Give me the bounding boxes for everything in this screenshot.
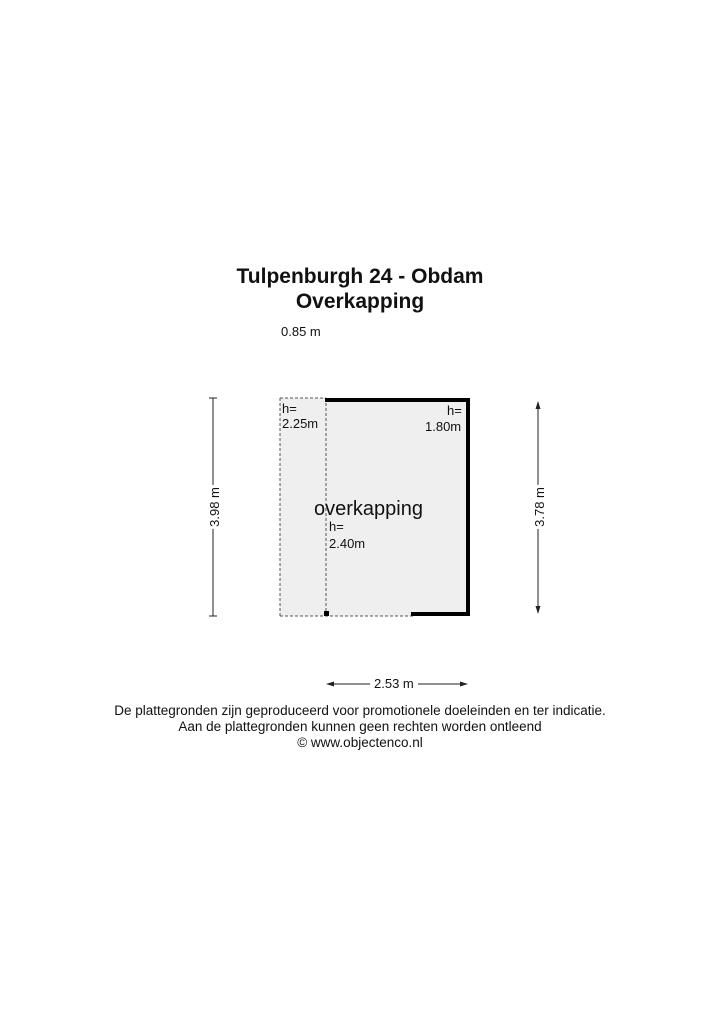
- plan-title: Tulpenburgh 24 - Obdam: [236, 265, 484, 288]
- dimension-right-height: 3.78 m: [531, 487, 547, 527]
- disclaimer-line-2: Aan de plattegronden kunnen geen rechten worden ontleend: [178, 719, 542, 734]
- height-label-left: h=: [282, 401, 297, 416]
- height-value-center: 2.40m: [329, 536, 366, 551]
- height-label-right: h=: [447, 403, 462, 418]
- height-value-right: 1.80m: [425, 419, 462, 434]
- plan-subtitle: Overkapping: [295, 290, 425, 313]
- dimension-bottom-width: 2.53 m: [370, 676, 418, 692]
- dimension-left-height: 3.98 m: [206, 487, 222, 527]
- height-label-center: h=: [329, 519, 344, 534]
- post-marker: [324, 611, 329, 616]
- room-name: overkapping: [314, 498, 423, 520]
- disclaimer-line-1: De plattegronden zijn geproduceerd voor promotionele doeleinden en ter indicatie.: [114, 703, 606, 718]
- dimension-top-offset: 0.85 m: [281, 324, 321, 339]
- height-value-left: 2.25m: [282, 416, 319, 431]
- copyright-link[interactable]: © www.objectenco.nl: [297, 735, 423, 750]
